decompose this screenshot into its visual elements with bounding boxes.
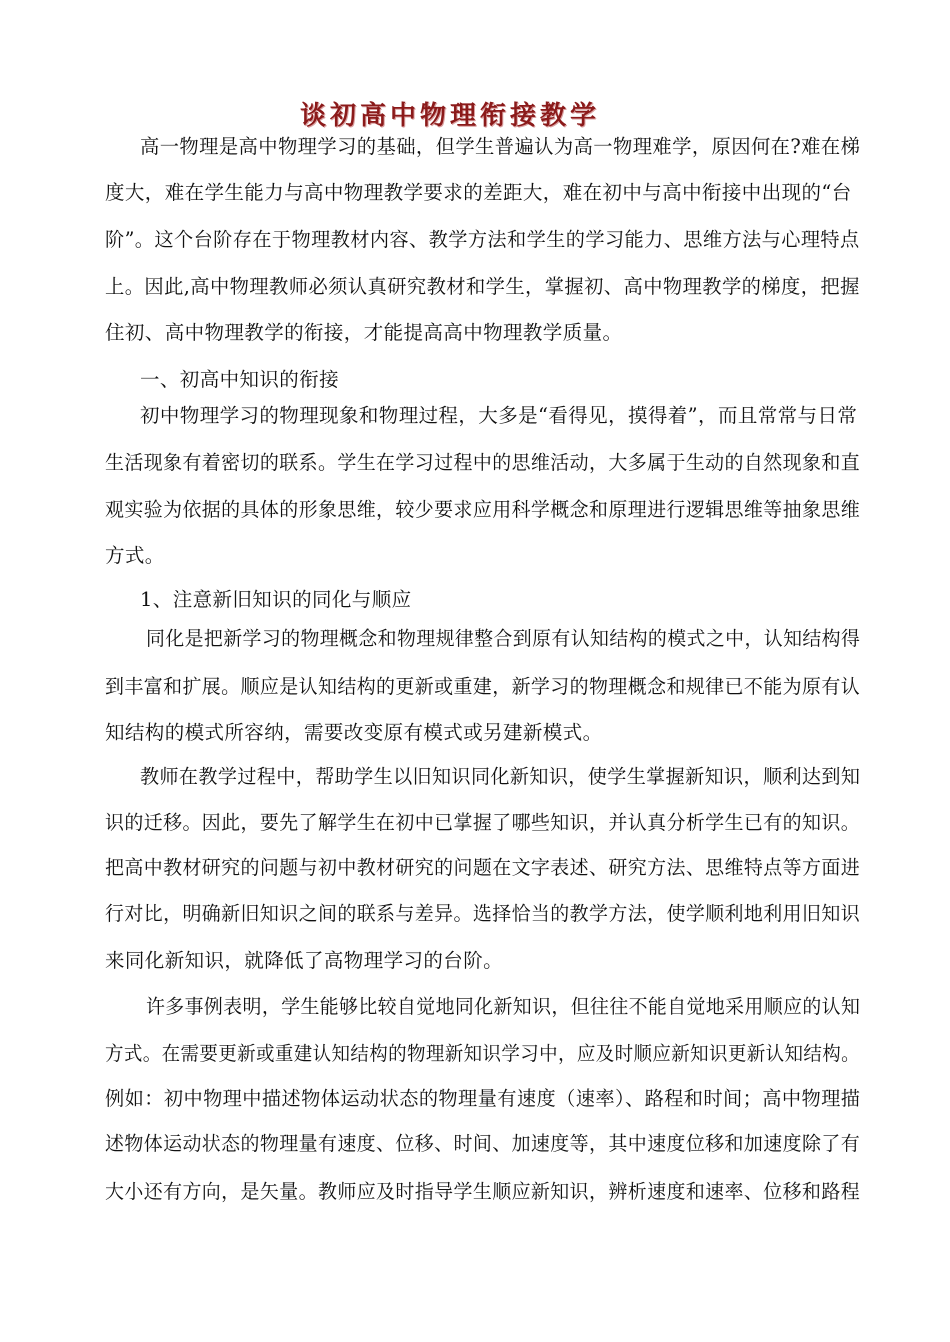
text-line: 方式。在需要更新或重建认知结构的物理新知识学习中，应及时顺应新知识更新认知结构。 bbox=[105, 1042, 861, 1065]
text-line: 识的迁移。因此，要先了解学生在初中已掌握了哪些知识，并认真分析学生已有的知识。 bbox=[105, 811, 861, 834]
text-line: 大小还有方向，是矢量。教师应及时指导学生顺应新知识，辨析速度和速率、位移和路程 bbox=[105, 1180, 861, 1203]
text-line: 高一物理是高中物理学习的基础，但学生普遍认为高一物理难学，原因何在?难在梯 bbox=[140, 135, 861, 158]
text-line: 初中物理学习的物理现象和物理过程，大多是“看得见，摸得着”，而且常常与日常 bbox=[140, 404, 858, 427]
text-line: 把高中教材研究的问题与初中教材研究的问题在文字表述、研究方法、思维特点等方面进 bbox=[105, 856, 861, 879]
text-line: 教师在教学过程中，帮助学生以旧知识同化新知识，使学生掌握新知识，顺利达到知 bbox=[140, 765, 861, 788]
document-title: 谈初高中物理衔接教学 bbox=[299, 101, 600, 131]
text-line: 知结构的模式所容纳，需要改变原有模式或另建新模式。 bbox=[105, 721, 603, 744]
text-line: 阶”。这个台阶存在于物理教材内容、教学方法和学生的学习能力、思维方法与心理特点 bbox=[105, 228, 860, 251]
text-line: 行对比，明确新旧知识之间的联系与差异。选择恰当的教学方法，使学顺利地利用旧知识 bbox=[105, 902, 861, 925]
text-line: 来同化新知识，就降低了高物理学习的台阶。 bbox=[105, 949, 504, 972]
text-line: 住初、高中物理教学的衔接，才能提高高中物理教学质量。 bbox=[105, 321, 623, 344]
text-line: 到丰富和扩展。顺应是认知结构的更新或重建，新学习的物理概念和规律已不能为原有认 bbox=[105, 675, 861, 698]
text-line: 方式。 bbox=[105, 544, 165, 567]
text-line: 述物体运动状态的物理量有速度、位移、时间、加速度等，其中速度位移和加速度除了有 bbox=[105, 1132, 861, 1155]
text-line: 观实验为依据的具体的形象思维，较少要求应用科学概念和原理进行逻辑思维等抽象思维 bbox=[105, 498, 861, 521]
text-line: 度大，难在学生能力与高中物理教学要求的差距大，难在初中与高中衔接中出现的“台 bbox=[105, 181, 852, 204]
text-line: 许多事例表明，学生能够比较自觉地同化新知识，但往往不能自觉地采用顺应的认知 bbox=[146, 995, 861, 1018]
section-heading: 一、初高中知识的衔接 bbox=[140, 368, 340, 391]
text-line: 生活现象有着密切的联系。学生在学习过程中的思维活动，大多属于生动的自然现象和直 bbox=[105, 451, 861, 474]
text-line: 例如：初中物理中描述物体运动状态的物理量有速度（速率）、路程和时间；高中物理描 bbox=[105, 1087, 861, 1110]
subsection-heading: 1、注意新旧知识的同化与顺应 bbox=[140, 588, 412, 611]
text-line: 上。因此,高中物理教师必须认真研究教材和学生，掌握初、高中物理教学的梯度，把握 bbox=[105, 275, 860, 298]
text-line: 同化是把新学习的物理概念和物理规律整合到原有认知结构的模式之中，认知结构得 bbox=[146, 627, 861, 650]
